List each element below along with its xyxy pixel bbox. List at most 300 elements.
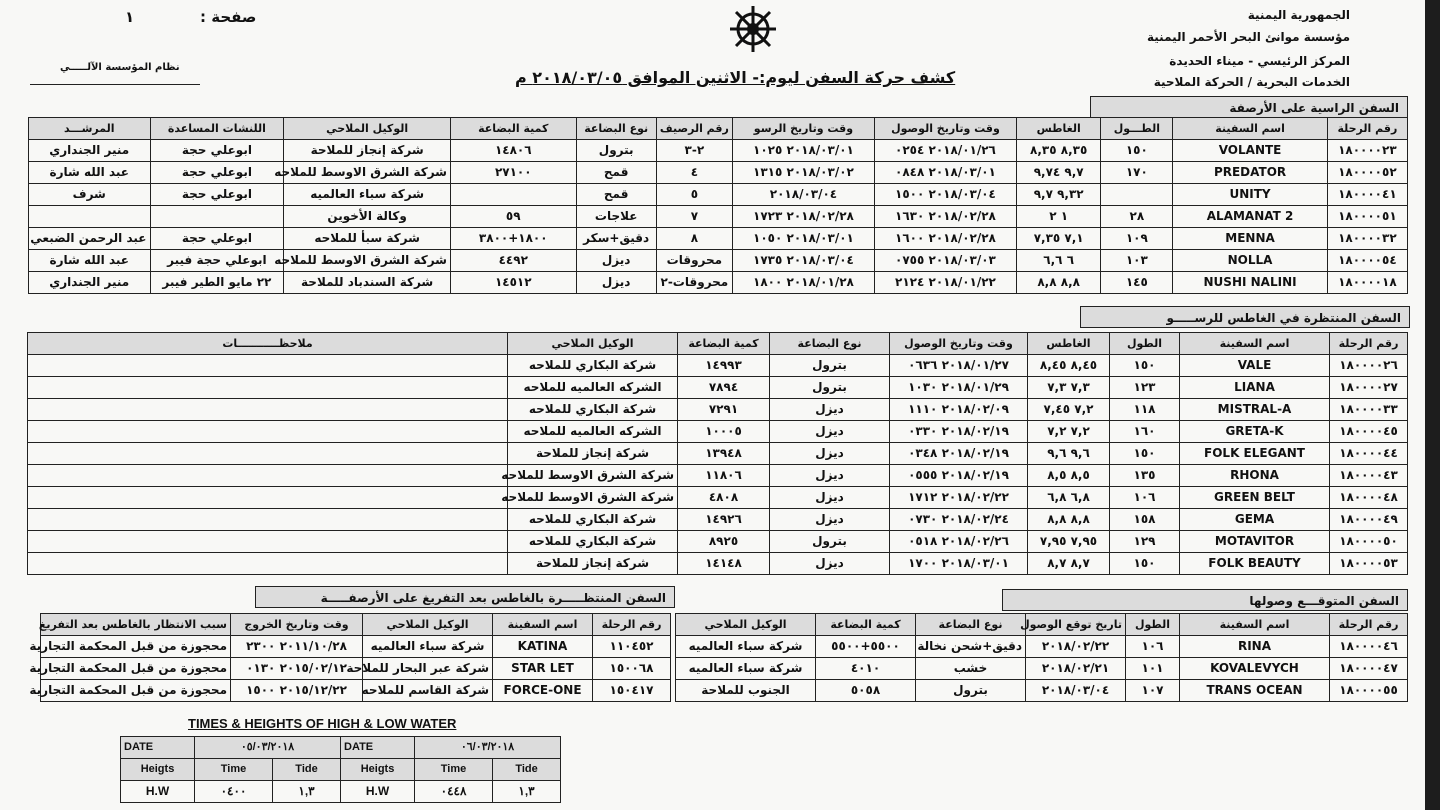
table-cell: ٤٤٩٢ (450, 250, 576, 272)
table-cell: NOLLA (1173, 250, 1327, 272)
column-header: تاريخ توقع الوصول (1026, 614, 1126, 636)
table-cell: RINA (1180, 636, 1330, 658)
table-cell: ديزل (770, 443, 890, 465)
table-cell: منير الجنداري (29, 140, 151, 162)
table-cell: ٢٠١٥/١٢/٢٢ ١٥٠٠ (231, 680, 363, 702)
table-cell: ٢٢ مايو الطير فيبر (150, 272, 284, 294)
table-cell: ٢٠١٨/٠٣/٠١ ١٠٢٥ (732, 140, 874, 162)
table-cell: شركة البكاري للملاحه (508, 531, 678, 553)
table-row (28, 465, 1408, 487)
table-cell: ١١٨٠٦ (678, 465, 770, 487)
table-cell: بترول (770, 377, 890, 399)
table-cell: شركة عبر البحار للملاحة (363, 658, 493, 680)
table-cell: ٨,٨ ٨,٨ (1016, 272, 1100, 294)
table-cell: شركة البكاري للملاحه (508, 399, 678, 421)
system-underline (30, 84, 200, 85)
table-cell: ديزل (770, 421, 890, 443)
table-cell: ١٨٠٠٠٠٤٩ (1330, 509, 1408, 531)
table-cell: ٨,٣٥ ٨,٣٥ (1016, 140, 1100, 162)
table-cell: ٢٠١٨/٠٣/٠٢ ١٣١٥ (732, 162, 874, 184)
table-cell: بترول (770, 531, 890, 553)
table-cell: الشركه العالميه للملاحه (508, 377, 678, 399)
table-cell: ٢٠١٥/٠٢/١٢ ٠١٣٠ (231, 658, 363, 680)
table-cell: ٩,٦ ٩,٦ (1028, 443, 1110, 465)
table-cell: ٢٠١٨/٠١/٢٧ ٠٦٣٦ (890, 355, 1028, 377)
table-cell (28, 553, 508, 575)
table-cell (28, 465, 508, 487)
tide-date-label-2: DATE (341, 737, 415, 759)
table-cell: ١٨٠٠+٣٨٠٠ (450, 228, 576, 250)
table-cell: ديزل (576, 272, 656, 294)
table-cell: ١٥٠ (1110, 553, 1180, 575)
table-cell: ٧٨٩٤ (678, 377, 770, 399)
table-row (28, 553, 1408, 575)
table-cell (450, 184, 576, 206)
table-cell: ١٤٩٩٣ (678, 355, 770, 377)
column-header: وقت وتاريخ الرسو (732, 118, 874, 140)
tide-date-label-1: DATE (121, 737, 195, 759)
table-cell: ١٤٨٠٦ (450, 140, 576, 162)
table-cell (28, 531, 508, 553)
table-cell: ١٨٠٠٠٠٤٦ (1330, 636, 1408, 658)
tide-col-heights: Heigts (341, 759, 415, 781)
table-cell: شركة القاسم للملاحه (363, 680, 493, 702)
table-row (29, 162, 1408, 184)
table-cell: ١٥٠٠٦٨ (593, 658, 671, 680)
table-cell: ٢٠١٨/٠٢/٢٤ ٠٧٣٠ (890, 509, 1028, 531)
table-cell: ١٥٨ (1110, 509, 1180, 531)
table-cell: بترول (576, 140, 656, 162)
table-row (29, 272, 1408, 294)
table-cell: الجنوب للملاحة (676, 680, 816, 702)
table-cell: MENNA (1173, 228, 1327, 250)
table-cell: شركة الشرق الاوسط للملاحه (508, 487, 678, 509)
table-row (41, 636, 671, 658)
table-cell: ٨,٨ ٨,٨ (1028, 509, 1110, 531)
column-header: كمية البضاعة (450, 118, 576, 140)
page-label: صفحة : (200, 8, 257, 26)
table-cell: ١٠٦ (1126, 636, 1180, 658)
table-cell: ١٤٥١٢ (450, 272, 576, 294)
table-cell (28, 355, 508, 377)
table-cell: دقيق+شحن نخالة (916, 636, 1026, 658)
column-header: اسم السفينة (493, 614, 593, 636)
table-cell: ١٥٠٤١٧ (593, 680, 671, 702)
table-cell (28, 509, 508, 531)
tide-date-1: ٠٥/٠٣/٢٠١٨ (195, 737, 341, 759)
table-cell: ٢٠١٨/٠١/٢٦ ٠٢٥٤ (874, 140, 1016, 162)
table-row (28, 355, 1408, 377)
table-cell: محروقات (656, 250, 732, 272)
table-cell: ٢٠١٨/٠٢/١٩ ٠٣٤٨ (890, 443, 1028, 465)
table-cell: ١٨٠٠٠٠٤٥ (1330, 421, 1408, 443)
table-cell: ٢٠١٨/٠٢/٢٦ ٠٥١٨ (890, 531, 1028, 553)
table-cell: ١٨٠٠٠٠٢٦ (1330, 355, 1408, 377)
table-cell: شركة إنجاز للملاحة (508, 443, 678, 465)
table-cell (28, 443, 508, 465)
column-header: رقم الرحلة (593, 614, 671, 636)
table-cell: ٧,١ ٧,٣٥ (1016, 228, 1100, 250)
table-row (28, 421, 1408, 443)
tide-col-time: Time (195, 759, 273, 781)
anchorage-ships-table (27, 332, 1408, 575)
table-cell: شركة البكاري للملاحه (508, 509, 678, 531)
table-cell: شركة سباء العالميه (284, 184, 451, 206)
table-cell: ٢٠١٨/٠٢/٢٨ ١٦٠٠ (874, 228, 1016, 250)
expected-section-title: السفن المتوقـــع وصولها (1002, 589, 1408, 611)
table-cell: ١٨٠٠٠٠٥٥ (1330, 680, 1408, 702)
table-cell: ١٠٠٠٥ (678, 421, 770, 443)
table-cell: ١٥٠ (1101, 140, 1173, 162)
table-cell: ديزل (770, 553, 890, 575)
column-header: الطـــول (1101, 118, 1173, 140)
table-cell: قمح (576, 162, 656, 184)
table-cell: ٢٠١٨/٠٢/٢٨ ١٦٣٠ (874, 206, 1016, 228)
column-header: نوع البضاعة (576, 118, 656, 140)
column-header: وقت وتاريخ الخروج (231, 614, 363, 636)
table-cell: شرف (29, 184, 151, 206)
table-cell: ٢٠١٨/٠٣/٠٤ (1026, 680, 1126, 702)
tide-col-tide: Tide (273, 759, 341, 781)
column-header: الوكيل الملاحي (284, 118, 451, 140)
column-header: رقم الرحلة (1330, 614, 1408, 636)
table-cell: MISTRAL-A (1180, 399, 1330, 421)
column-header: الوكيل الملاحي (363, 614, 493, 636)
table-cell: ١٧٠ (1101, 162, 1173, 184)
table-cell: ١ ٢ (1016, 206, 1100, 228)
table-cell: ٢٠١١/١٠/٢٨ ٢٣٠٠ (231, 636, 363, 658)
table-cell: ابوعلي حجة (150, 162, 284, 184)
system-label: نظام المؤسسة الآلـــــي (60, 62, 180, 73)
table-row (29, 228, 1408, 250)
table-cell: KATINA (493, 636, 593, 658)
table-row (41, 680, 671, 702)
table-cell: شركة الشرق الاوسط للملاحه (508, 465, 678, 487)
table-cell: ٢٠١٨/٠٣/٠١ ١٠٥٠ (732, 228, 874, 250)
table-cell: دقيق+سكر (576, 228, 656, 250)
table-cell: ALAMANAT 2 (1173, 206, 1327, 228)
column-header: كمية البضاعة (678, 333, 770, 355)
header-authority: مؤسسة موانئ البحر الأحمر اليمنية (1147, 30, 1350, 44)
table-cell: ٧,٢ ٧,٢ (1028, 421, 1110, 443)
table-cell: منير الجنداري (29, 272, 151, 294)
table-cell: ٢-٣ (656, 140, 732, 162)
table-cell: ١٨٠٠٠٠٢٣ (1327, 140, 1407, 162)
table-cell: ١٦٠ (1110, 421, 1180, 443)
table-cell: VALE (1180, 355, 1330, 377)
table-cell: ١٤١٤٨ (678, 553, 770, 575)
table-cell: الشركه العالميه للملاحه (508, 421, 678, 443)
table-row (676, 680, 1408, 702)
table-cell: ٥٠٥٨ (816, 680, 916, 702)
table-cell: ١٨٠٠٠٠٣٣ (1330, 399, 1408, 421)
table-cell: شركة سباء العالميه (363, 636, 493, 658)
table-cell: GEMA (1180, 509, 1330, 531)
page-number: ١ (125, 8, 135, 26)
table-cell: ديزل (770, 509, 890, 531)
table-cell: ديزل (770, 465, 890, 487)
page-title: كشف حركة السفن ليوم:- الاثنين الموافق ٢٠١٨/٠٣/٠٥ م (515, 68, 956, 87)
table-cell: شركة سباء العالميه (676, 636, 816, 658)
table-cell: ديزل (770, 399, 890, 421)
table-cell (29, 206, 151, 228)
column-header: اللنشات المساعدة (150, 118, 284, 140)
table-cell: شركة الشرق الاوسط للملاحه (284, 250, 451, 272)
column-header: رقم الرصيف (656, 118, 732, 140)
table-cell: ١٤٩٢٦ (678, 509, 770, 531)
table-cell: ١٠١ (1126, 658, 1180, 680)
table-cell: ٢٠١٨/٠١/٢٨ ١٨٠٠ (732, 272, 874, 294)
table-cell: ١٢٣ (1110, 377, 1180, 399)
column-header: رقم الرحلة (1327, 118, 1407, 140)
column-header: ملاحظـــــــــــات (28, 333, 508, 355)
table-cell: شركة سبأ للملاحه (284, 228, 451, 250)
table-cell: شركة إنجاز للملاحة (284, 140, 451, 162)
table-cell: NUSHI NALINI (1173, 272, 1327, 294)
table-cell: ١٣٩٤٨ (678, 443, 770, 465)
table-row (29, 206, 1408, 228)
table-cell: ٨,٤٥ ٨,٤٥ (1028, 355, 1110, 377)
header-republic: الجمهورية اليمنية (1247, 8, 1350, 22)
table-cell: قمح (576, 184, 656, 206)
table-row (29, 250, 1408, 272)
table-row (29, 140, 1408, 162)
table-cell: شركة إنجاز للملاحة (508, 553, 678, 575)
column-header: المرشـــد (29, 118, 151, 140)
table-cell: ديزل (576, 250, 656, 272)
table-cell: FOLK BEAUTY (1180, 553, 1330, 575)
table-cell: GREEN BELT (1180, 487, 1330, 509)
table-row (28, 399, 1408, 421)
tide-cell: H.W (121, 781, 195, 803)
table-cell: VOLANTE (1173, 140, 1327, 162)
table-cell: ابوعلي حجة (150, 140, 284, 162)
ship-wheel-logo-icon (728, 4, 778, 54)
table-cell: ٩,٧ ٩,٧٤ (1016, 162, 1100, 184)
table-cell: KOVALEVYCH (1180, 658, 1330, 680)
table-cell: ٦ ٦,٦ (1016, 250, 1100, 272)
table-cell: ١٨٠٠٠٠١٨ (1327, 272, 1407, 294)
table-cell: ٢٠١٨/٠٣/٠٣ ٠٧٥٥ (874, 250, 1016, 272)
table-cell: بترول (916, 680, 1026, 702)
tide-cell: ١,٣ (493, 781, 561, 803)
header-department: الخدمات البحرية / الحركة الملاحية (1153, 75, 1350, 89)
table-row (676, 636, 1408, 658)
table-cell: LIANA (1180, 377, 1330, 399)
table-cell: محجوزة من قبل المحكمة التجارية (41, 680, 231, 702)
table-row (28, 509, 1408, 531)
column-header: رقم الرحلة (1330, 333, 1408, 355)
table-cell: ١٥٠ (1110, 443, 1180, 465)
table-cell: PREDATOR (1173, 162, 1327, 184)
table-cell: وكالة الأخوين (284, 206, 451, 228)
table-cell (28, 377, 508, 399)
table-cell: ٨,٥ ٨,٥ (1028, 465, 1110, 487)
table-cell: FOLK ELEGANT (1180, 443, 1330, 465)
table-cell (28, 487, 508, 509)
table-cell: GRETA-K (1180, 421, 1330, 443)
column-header: الغاطس (1028, 333, 1110, 355)
table-cell: ٢٠١٨/٠٢/٠٩ ١١١٠ (890, 399, 1028, 421)
tide-date-2: ٠٦/٠٣/٢٠١٨ (415, 737, 561, 759)
table-cell: RHONA (1180, 465, 1330, 487)
table-cell: ابوعلي حجة (150, 228, 284, 250)
table-cell (1101, 184, 1173, 206)
table-cell: ٢٠١٨/٠٢/٢٢ ١٧١٢ (890, 487, 1028, 509)
table-cell: ابوعلي حجة فيبر (150, 250, 284, 272)
table-cell: ٢٠١٨/٠٣/٠٤ (732, 184, 874, 206)
table-cell: ١٨٠٠٠٠٣٢ (1327, 228, 1407, 250)
table-cell: ١٥٠ (1110, 355, 1180, 377)
table-row (676, 658, 1408, 680)
table-cell: ٧ (656, 206, 732, 228)
table-cell: ٤٠١٠ (816, 658, 916, 680)
table-cell: شركة الشرق الاوسط للملاحه (284, 162, 451, 184)
table-cell: ٨,٧ ٨,٧ (1028, 553, 1110, 575)
table-cell: ١٨٠٠٠٠٤٨ (1330, 487, 1408, 509)
table-cell: محروقات-٢ (656, 272, 732, 294)
tide-cell: ١,٣ (273, 781, 341, 803)
table-cell: ٧٢٩١ (678, 399, 770, 421)
column-header: اسم السفينة (1180, 333, 1330, 355)
column-header: الطول (1126, 614, 1180, 636)
table-cell: شركة البكاري للملاحه (508, 355, 678, 377)
table-row (41, 658, 671, 680)
table-cell: ١٨٠٠٠٠٢٧ (1330, 377, 1408, 399)
table-cell: ٢٠١٨/٠١/٢٢ ٢١٢٤ (874, 272, 1016, 294)
table-cell: ٢٧١٠٠ (450, 162, 576, 184)
table-cell: ٥٩ (450, 206, 576, 228)
table-cell: ٢٠١٨/٠٢/١٩ ٠٥٥٥ (890, 465, 1028, 487)
tide-col-time: Time (415, 759, 493, 781)
column-header: اسم السفينة (1180, 614, 1330, 636)
column-header: سبب الانتظار بالغاطس بعد التفريغ (41, 614, 231, 636)
table-cell: FORCE-ONE (493, 680, 593, 702)
table-cell: UNITY (1173, 184, 1327, 206)
table-cell: ٢٠١٨/٠٢/٢٢ (1026, 636, 1126, 658)
table-cell: خشب (916, 658, 1026, 680)
tide-col-heights: Heigts (121, 759, 195, 781)
table-cell: STAR LET (493, 658, 593, 680)
tide-cell: ٠٤٠٠ (195, 781, 273, 803)
table-cell: ١٠٣ (1101, 250, 1173, 272)
table-cell: ١٠٧ (1126, 680, 1180, 702)
table-cell: ٢٠١٨/٠٣/٠١ ١٧٠٠ (890, 553, 1028, 575)
table-row (29, 184, 1408, 206)
tides-title: TIMES & HEIGHTS OF HIGH & LOW WATER (188, 716, 457, 731)
table-cell: ٢٠١٨/٠٣/٠٤ ١٥٠٠ (874, 184, 1016, 206)
table-cell: ٨ (656, 228, 732, 250)
table-cell (28, 399, 508, 421)
column-header: الطول (1110, 333, 1180, 355)
table-cell: ٥٥٠٠+٥٥٠٠ (816, 636, 916, 658)
table-cell: ٩,٣٢ ٩,٧ (1016, 184, 1100, 206)
table-cell (150, 206, 284, 228)
column-header: الوكيل الملاحي (676, 614, 816, 636)
table-cell: ٢٠١٨/٠١/٢٩ ١٠٣٠ (890, 377, 1028, 399)
header-center: المركز الرئيسي - ميناء الحديدة (1169, 54, 1350, 68)
table-cell: ١٨٠٠٠٠٥٢ (1327, 162, 1407, 184)
table-cell: علاجات (576, 206, 656, 228)
tides-table (120, 736, 561, 803)
table-cell: محجوزة من قبل المحكمة التجارية (41, 658, 231, 680)
column-header: كمية البضاعة (816, 614, 916, 636)
berthed-section-title: السفن الراسية على الأرصفة (1090, 96, 1408, 118)
table-cell: ١٨٠٠٠٠٥٠ (1330, 531, 1408, 553)
table-row (28, 377, 1408, 399)
column-header: نوع البضاعة (770, 333, 890, 355)
table-cell: ١٨٠٠٠٠٥١ (1327, 206, 1407, 228)
table-cell: ٧,٢ ٧,٤٥ (1028, 399, 1110, 421)
column-header: الوكيل الملاحي (508, 333, 678, 355)
table-cell: ٢٠١٨/٠٣/٠١ ٠٨٤٨ (874, 162, 1016, 184)
table-cell (28, 421, 508, 443)
table-row (28, 443, 1408, 465)
table-cell: ١٤٥ (1101, 272, 1173, 294)
table-cell: ١٨٠٠٠٠٤٣ (1330, 465, 1408, 487)
table-cell: عبد الرحمن الضبعي (29, 228, 151, 250)
table-cell: ديزل (770, 487, 890, 509)
table-cell: شركة سباء العالميه (676, 658, 816, 680)
table-cell: شركة السندباد للملاحة (284, 272, 451, 294)
table-cell: ٢٨ (1101, 206, 1173, 228)
table-cell: ٢٠١٨/٠٣/٠٤ ١٧٣٥ (732, 250, 874, 272)
table-cell: ٧,٣ ٧,٣ (1028, 377, 1110, 399)
column-header: نوع البضاعة (916, 614, 1026, 636)
column-header: وقت وتاريخ الوصول (874, 118, 1016, 140)
table-cell: ١١٨ (1110, 399, 1180, 421)
column-header: وقت وتاريخ الوصول (890, 333, 1028, 355)
expected-ships-table (675, 613, 1408, 702)
table-cell: ١٨٠٠٠٠٤١ (1327, 184, 1407, 206)
table-cell: ١٨٠٠٠٠٥٣ (1330, 553, 1408, 575)
waiting-after-table (29, 613, 671, 702)
table-cell: ١٨٠٠٠٠٤٤ (1330, 443, 1408, 465)
table-cell: عبد الله شارة (29, 162, 151, 184)
table-cell: عبد الله شارة (29, 250, 151, 272)
table-cell: ٥ (656, 184, 732, 206)
table-cell: ٨٩٢٥ (678, 531, 770, 553)
anchorage-section-title: السفن المنتظرة في الغاطس للرســـــو (1080, 306, 1410, 328)
table-cell: ٢٠١٨/٠٢/٢١ (1026, 658, 1126, 680)
tide-cell: ٠٤٤٨ (415, 781, 493, 803)
tide-col-tide: Tide (493, 759, 561, 781)
table-cell: TRANS OCEAN (1180, 680, 1330, 702)
table-cell: ١٣٥ (1110, 465, 1180, 487)
table-cell: ١١٠٤٥٢ (593, 636, 671, 658)
table-cell: محجوزة من قبل المحكمة التجارية (41, 636, 231, 658)
column-header: الغاطس (1016, 118, 1100, 140)
table-cell: ١٨٠٠٠٠٤٧ (1330, 658, 1408, 680)
table-cell: MOTAVITOR (1180, 531, 1330, 553)
table-cell: ١٠٩ (1101, 228, 1173, 250)
waiting-after-section-title: السفن المنتظـــــرة بالغاطس بعد التفريغ على الأرصفـــــة (255, 586, 675, 608)
table-cell: ١٢٩ (1110, 531, 1180, 553)
table-cell: ابوعلي حجة (150, 184, 284, 206)
table-cell: ٢٠١٨/٠٢/١٩ ٠٣٣٠ (890, 421, 1028, 443)
table-row (28, 531, 1408, 553)
table-cell: ١٠٦ (1110, 487, 1180, 509)
berthed-ships-table (28, 117, 1408, 294)
table-cell: ٤ (656, 162, 732, 184)
table-row (28, 487, 1408, 509)
table-cell: ٢٠١٨/٠٢/٢٨ ١٧٢٣ (732, 206, 874, 228)
column-header: اسم السفينة (1173, 118, 1327, 140)
table-cell: ٤٨٠٨ (678, 487, 770, 509)
table-cell: بترول (770, 355, 890, 377)
table-cell: ٧,٩٥ ٧,٩٥ (1028, 531, 1110, 553)
tide-cell: H.W (341, 781, 415, 803)
